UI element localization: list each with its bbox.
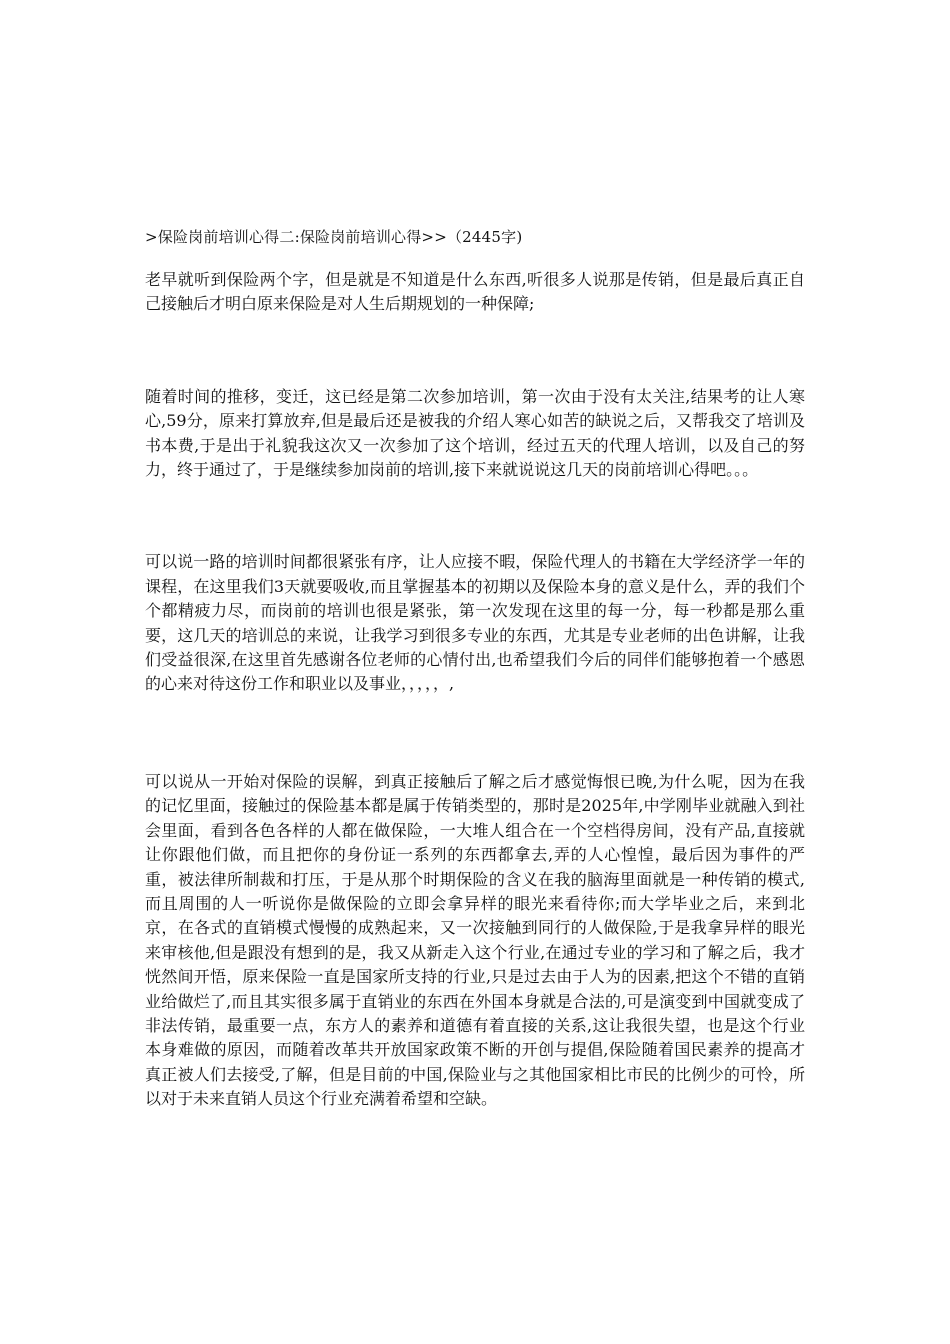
paragraph-spacer <box>145 482 805 550</box>
paragraph-1: 老早就听到保险两个字，但是就是不知道是什么东西,听很多人说那是传销，但是最后真正自己接触后才明白原来保险是对人生后期规划的一种保障; <box>145 270 805 314</box>
paragraph-spacer <box>145 317 805 385</box>
document-heading: >保险岗前培训心得二:保险岗前培训心得>>（2445字) <box>145 228 523 246</box>
document-body <box>145 224 805 1112</box>
paragraph-4: 可以说从一开始对保险的误解，到真正接触后了解之后才感觉悔恨已晚,为什么呢，因为在我的记忆里面，接触过的保险基本都是属于传销类型的，那时是2025年,中学刚毕业就融入到社会里面，看到各色各样的人都在做保险，一大堆人组合在一个空档得房间，没有产品,直接就让你跟他们做，而且把你的身份证一系列的东西都拿去,弄的人心惶惶，最后因为事件的严重，被法律所制裁和打压，于是从那个时期保险的含义在我的脑海里面就是一种传销的模式,而且周围的人一听说你是做保险的立即会拿异样的眼光来看待你;而大学毕业之后，来到北京，在各式的直销模式慢慢的成熟起来，又一次接触到同行的人做保险,于是我拿异样的眼光来审核他,但是跟没有想到的是，我又从新走入这个行业,在通过专业的学习和了解之后，我才恍然间开悟，原来保险一直是国家所支持的行业,只是过去由于人为的因素,把这个不错的直销业给做烂了,而且其实很多属于直销业的东西在外国本身就是合法的,可是演变到中国就变成了非法传销，最重要一点，东方人的素养和道德有着直接的关系,这让我很失望，也是这个行业本身难做的原因，而随着改革共开放国家政策不断的开创与提倡,保险随着国民素养的提高才真正被人们去接受,了解，但是目前的中国,保险业与之其他国家相比市民的比例少的可怜，所以对于未来直销人员这个行业充满着希望和空缺。 <box>145 771 805 1109</box>
paragraph-3: 可以说一路的培训时间都很紧张有序，让人应接不暇，保险代理人的书籍在大学经济学一年的课程，在这里我们3天就要吸收,而且掌握基本的初期以及保险本身的意义是什么，弄的我们个个都精疲力尽，而岗前的培训也很是紧张，第一次发现在这里的每一分，每一秒都是那么重要，这几天的培训总的来说，让我学习到很多专业的东西，尤其是专业老师的出色讲解，让我们受益很深,在这里首先感谢各位老师的心情付出,也希望我们今后的同伴们能够抱着一个感恩的心来对待这份工作和职业以及事业，，，，，, <box>145 552 805 694</box>
paragraph-2: 随着时间的推移，变迁，这已经是第二次参加培训，第一次由于没有太关注,结果考的让人寒心,59分，原来打算放弃,但是最后还是被我的介绍人寒心如苦的缺说之后，又帮我交了培训及书本费,于是出于礼貌我这次又一次参加了这个培训，经过五天的代理人培训，以及自己的努力，终于通过了，于是继续参加岗前的培训,接下来就说说这几天的岗前培训心得吧。。。 <box>145 386 805 480</box>
paragraph-spacer <box>145 697 805 770</box>
